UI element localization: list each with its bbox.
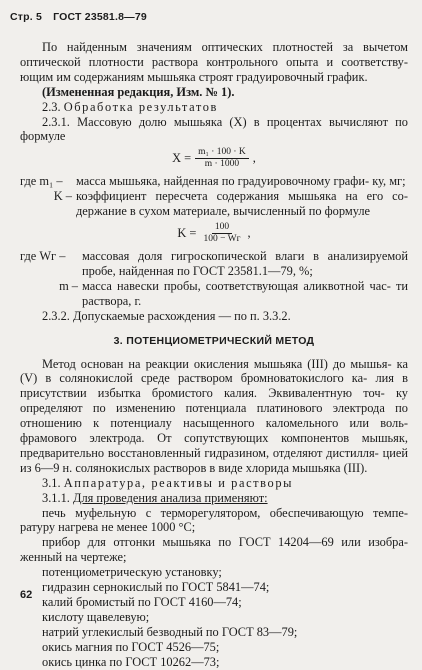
definition-k-line1: коэффициент пересчета содержания мышьяка на его со- xyxy=(76,189,408,204)
section-2-3-1 xyxy=(20,115,408,145)
formula-k xyxy=(20,222,408,245)
section-3-1-number: 3.1. xyxy=(42,475,61,490)
definition-m1-symbol: где m₁ – xyxy=(20,174,63,189)
section-2-3-heading xyxy=(20,100,408,115)
list-item-line2: женный на чертеже; xyxy=(20,550,127,565)
list-item: кислоту щавелевую; xyxy=(42,609,150,624)
formula-x-denominator: m · 1000 xyxy=(204,159,240,170)
method-line: Метод основан на реакции окисления мышьяка (III) до мышья- xyxy=(42,356,392,371)
method-line: фрамового электрода. От сопутствующих компонентов мышьяк, xyxy=(20,431,408,446)
definition-m-line1: масса навески пробы, соответствующая аликвотной час- xyxy=(82,278,391,293)
list-item: окись магния по ГОСТ 4526—75; xyxy=(42,639,220,654)
para-calibration-line3: ющим им содержаниям мышьяка строят градуировочный график. xyxy=(20,69,368,84)
page-header xyxy=(10,10,155,25)
section-3-1-1-title: Для проведения анализа применяют: xyxy=(73,490,268,505)
para-calibration-line1: По найденным значениям оптических плотностей за вычетом xyxy=(42,40,408,54)
formula-x-numerator: m₁ · 100 · K xyxy=(195,147,249,159)
list-item: натрий углекислый безводный по ГОСТ 83—79; xyxy=(42,624,298,639)
list-item: окись цинка по ГОСТ 10262—73; xyxy=(42,654,220,669)
formula-x-lhs: X = xyxy=(172,151,192,166)
definition-k-line2: держание в сухом материале, вычисленный по формуле xyxy=(76,204,371,219)
section-3-heading: 3. ПОТЕНЦИОМЕТРИЧЕСКИЙ МЕТОД xyxy=(113,334,315,347)
para-calibration xyxy=(20,40,408,85)
list-item: потенциометрическую установку; xyxy=(42,565,222,580)
definition-m-symbol: m – xyxy=(59,278,78,293)
method-description xyxy=(20,357,408,476)
formula-k-numerator: 100 xyxy=(212,222,232,234)
definition-wg-symbol: где Wг – xyxy=(20,249,66,264)
formula-x-fraction xyxy=(195,147,249,170)
section-3-1-title: Аппаратура, реактивы и растворы xyxy=(63,475,294,490)
standard-code: ГОСТ 23581.8—79 xyxy=(53,11,147,23)
definition-m1-line1: масса мышьяка, найденная по градуировочному графи- xyxy=(76,174,370,189)
section-2-3-2: 2.3.2. Допускаемые расхождения — по п. 3.3.2. xyxy=(42,308,291,323)
body-text xyxy=(20,40,408,670)
section-3-1-1-number: 3.1.1. xyxy=(42,490,70,505)
list-item: калий бромистый по ГОСТ 4160—74; xyxy=(42,595,242,609)
list-item: гидразин сернокислый по ГОСТ 5841—74; xyxy=(42,580,270,595)
definition-k-symbol: K – xyxy=(53,189,72,204)
edit-note: (Измененная редакция, Изм. № 1). xyxy=(42,84,235,99)
method-line: ка (V) в солянокислой среде раствором бромноватокислого ка- xyxy=(20,356,408,386)
method-line: ку определяют по изменению потенциала платинового электрода xyxy=(20,386,408,416)
formula-k-denominator: 100 − Wг xyxy=(203,234,241,245)
para-calibration-line2: оптической плотности раствора контрольного опыта и соответству- xyxy=(20,54,408,69)
section-2-3-title: Обработка результатов xyxy=(63,99,218,114)
list-item xyxy=(20,506,408,536)
formula-x-tail: , xyxy=(252,151,256,166)
list-item xyxy=(20,535,408,565)
formula-x xyxy=(20,147,408,170)
definition-m xyxy=(20,279,408,309)
section-2-3-number: 2.3. xyxy=(42,99,61,114)
list-item-line1: печь муфельную с терморегулятором, обеспечивающую темпе- xyxy=(42,505,408,520)
definition-m-line2: ти раствора, г. xyxy=(82,278,408,308)
page-number: 62 xyxy=(20,589,33,601)
definition-k xyxy=(20,189,408,219)
list-item-line2: ратуру нагрева не менее 1000 °С; xyxy=(20,520,196,535)
definition-k-text xyxy=(76,189,408,219)
page-label: Стр. 5 xyxy=(10,11,43,23)
definition-wg xyxy=(20,249,408,279)
section-2-3-1-line1: 2.3.1. Массовую долю мышьяка (X) в процентах вычисляют по xyxy=(42,114,408,129)
method-line: по отношению к потенциалу насыщенного каломельного или воль- xyxy=(20,401,408,431)
definition-wg-line2: пробе, найденная по ГОСТ 23581.1—79, %; xyxy=(82,263,313,278)
method-line: лия в присутствии избытка бромистого калия. Эквивалентную точ- xyxy=(20,371,408,401)
section-3-1-1-heading xyxy=(20,491,408,506)
definition-m1-line2: ку, мг; xyxy=(372,174,406,189)
section-2-3-1-line2: формуле xyxy=(20,129,66,144)
definition-m1 xyxy=(20,174,408,189)
method-line: цией из 6—9 н. солянокислых растворов в виде хлорида мышьяка xyxy=(20,445,408,475)
definition-wg-text xyxy=(82,249,408,279)
formula-k-fraction xyxy=(200,222,243,245)
definition-wg-line1: массовая доля гигроскопической влаги в анализируемой xyxy=(82,249,408,264)
formula-k-tail: , xyxy=(247,226,251,241)
section-3-1-heading xyxy=(20,476,408,491)
method-line: предварительно восстановленный гидразином, отделяют дистилля- xyxy=(20,445,379,460)
definition-m1-text xyxy=(76,174,408,189)
list-item-line1: прибор для отгонки мышьяка по ГОСТ 14204—69 или изобра- xyxy=(42,535,408,550)
method-line: (III). xyxy=(343,460,368,475)
definition-m-text xyxy=(82,279,408,309)
formula-k-lhs: K = xyxy=(177,226,197,241)
